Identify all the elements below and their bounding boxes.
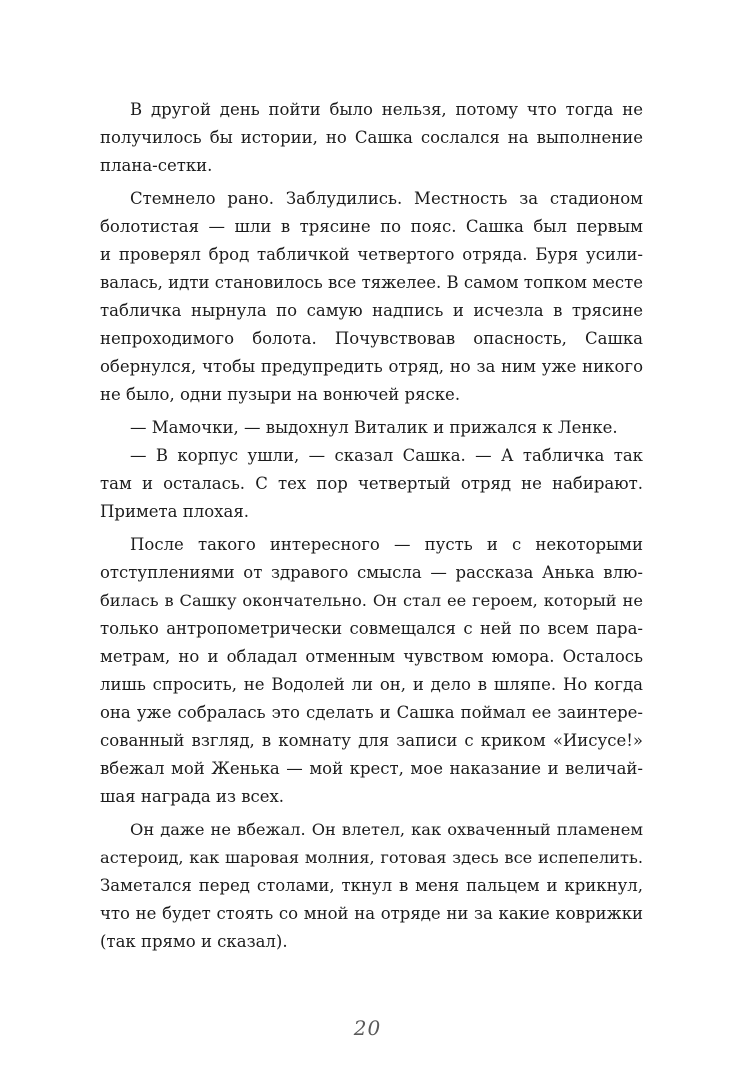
text-line: Примета плохая. (100, 502, 249, 521)
text-line: и проверял брод табличкой четвертого отряда. Буря усили- (100, 245, 643, 264)
text-line: вбежал мой Женька — мой крест, мое наказание и величай- (100, 759, 643, 778)
text-line: получилось бы истории, но Сашка сослался на выполнение (100, 128, 643, 147)
text-line: После такого интересного — пусть и с некоторыми (130, 535, 643, 554)
text-line: астероид, как шаровая молния, готовая здесь все испепелить. (100, 848, 643, 867)
text-line: лишь спросить, не Водолей ли он, и дело в шляпе. Но когда (100, 675, 643, 694)
text-line: не было, одни пузыри на вонючей ряске. (100, 385, 461, 404)
text-line: болотистая — шли в трясине по пояс. Сашка был первым (100, 217, 643, 236)
text-line: — Мамочки, — выдохнул Виталик и прижался к Ленке. (130, 418, 618, 437)
paragraph (100, 816, 643, 956)
text-line: сованный взгляд, в комнату для записи с криком «Иисусе!» (100, 731, 643, 750)
paragraph (100, 185, 643, 409)
paragraph (100, 96, 643, 180)
text-line: отступлениями от здравого смысла — рассказа Анька влю- (100, 563, 643, 582)
text-line: Он даже не вбежал. Он влетел, как охваченный пламенем (130, 820, 643, 839)
paragraph (100, 414, 643, 442)
text-line: В другой день пойти было нельзя, потому что тогда не (130, 100, 643, 119)
text-line: метрам, но и обладал отменным чувством юмора. Осталось (100, 647, 643, 666)
text-line: — В корпус ушли, — сказал Сашка. — А табличка так (130, 446, 643, 465)
text-line: обернулся, чтобы предупредить отряд, но за ним уже никого (100, 357, 643, 376)
paragraph (100, 531, 643, 811)
text-line: она уже собралась это сделать и Сашка поймал ее заинтере- (100, 703, 643, 722)
text-line: непроходимого болота. Почувствовав опасность, Сашка (100, 329, 643, 348)
text-line: шая награда из всех. (100, 787, 285, 806)
text-line: плана-сетки. (100, 156, 213, 175)
body-text (100, 96, 643, 956)
text-line: (так прямо и сказал). (100, 932, 288, 951)
text-line: билась в Сашку окончательно. Он стал ее героем, который не (100, 591, 643, 610)
paragraph (100, 442, 643, 526)
text-line: что не будет стоять со мной на отряде ни за какие коврижки (100, 904, 643, 923)
text-line: валась, идти становилось все тяжелее. В самом топком месте (100, 273, 643, 292)
text-line: Заметался перед столами, ткнул в меня пальцем и крикнул, (100, 876, 643, 895)
text-line: только антропометрически совмещался с ней по всем пара- (100, 619, 643, 638)
text-line: Стемнело рано. Заблудились. Местность за стадионом (130, 189, 643, 208)
page-number: 20 (353, 1016, 382, 1040)
text-line: табличка нырнула по самую надпись и исчезла в трясине (100, 301, 643, 320)
text-line: там и осталась. С тех пор четвертый отряд не набирают. (100, 474, 643, 493)
